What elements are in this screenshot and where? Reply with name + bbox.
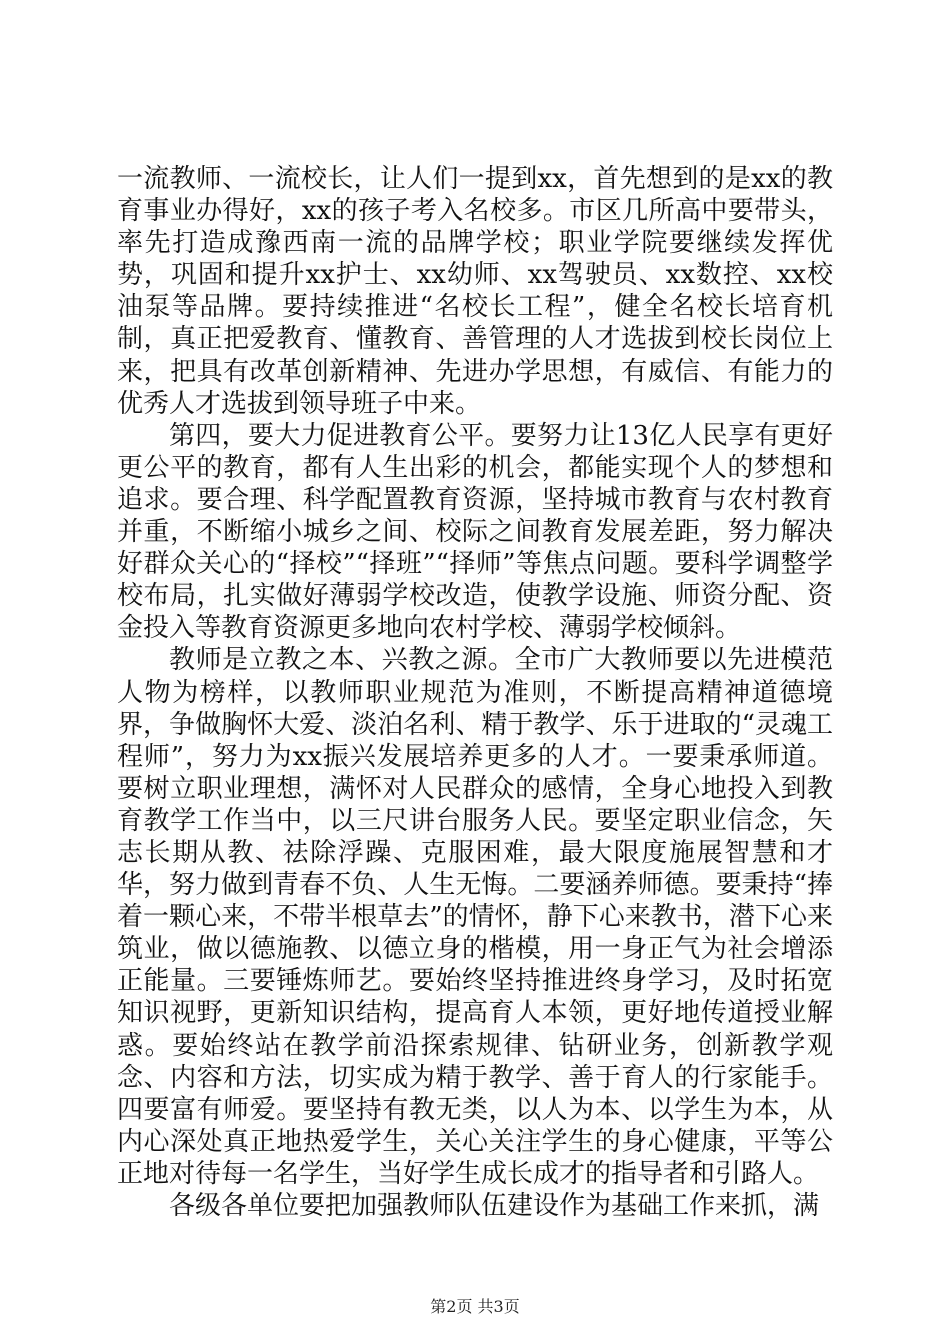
page-footer: 第2页 共3页 [430,1297,520,1316]
paragraph-school-brands: 一流教师、一流校长，让人们一提到xx，首先想到的是xx的教育事业办得好，xx的孩子考入名校多。市区几所高中要带头，率先打造成豫西南一流的品牌学校；职业学院要继续发挥优势，巩固和提升xx护士、xx幼师、xx驾驶员、xx数控、xx校油泵等品牌。要持续推进“名校长工程”，健全名校长培育机制，真正把爱教育、懂教育、善管理的人才选拔到校长岗位上来，把具有改革创新精神、先进办学思想，有威信、有能力的优秀人才选拔到领导班子中来。 [117,164,833,419]
paragraph-teacher-team-building: 各级各单位要把加强教师队伍建设作为基础工作来抓，满 [169,1191,820,1221]
paragraph-teachers: 教师是立教之本、兴教之源。全市广大教师要以先进模范人物为榜样，以教师职业规范为准则，不断提高精神道德境界，争做胸怀大爱、淡泊名利、精于教学、乐于进取的“灵魂工程师”，努力为xx振兴发展培养更多的人才。一要秉承师道。要树立职业理想，满怀对人民群众的感情，全身心地投入到教育教学工作当中，以三尺讲台服务人民。要坚定职业信念，矢志长期从教、祛除浮躁、克服困难，最大限度施展智慧和才华，努力做到青春不负、人生无悔。二要涵养师德。要秉持“捧着一颗心来，不带半根草去”的情怀，静下心来教书，潜下心来筑业，做以德施教、以德立身的楷模，用一身正气为社会增添正能量。三要锤炼师艺。要始终坚持推进终身学习，及时拓宽知识视野，更新知识结构，提高育人本领，更好地传道授业解惑。要始终站在教学前沿探索规律、钻研业务，创新教学观念、内容和方法，切实成为精于教学、善于育人的行家能手。四要富有师爱。要坚持有教无类，以人为本、以学生为本，从内心深处真正地热爱学生，关心关注学生的身心健康，平等公正地对待每一名学生，当好学生成长成才的指导者和引路人。 [117,645,833,1189]
document-body [117,163,833,1222]
paragraph-education-equity: 第四，要大力促进教育公平。要努力让13亿人民享有更好更公平的教育，都有人生出彩的机会，都能实现个人的梦想和追求。要合理、科学配置教育资源，坚持城市教育与农村教育并重，不断缩小城乡之间、校际之间教育发展差距，努力解决好群众关心的“择校”“择班”“择师”等焦点问题。要科学调整学校布局，扎实做好薄弱学校改造，使教学设施、师资分配、资金投入等教育资源更多地向农村学校、薄弱学校倾斜。 [117,420,833,644]
